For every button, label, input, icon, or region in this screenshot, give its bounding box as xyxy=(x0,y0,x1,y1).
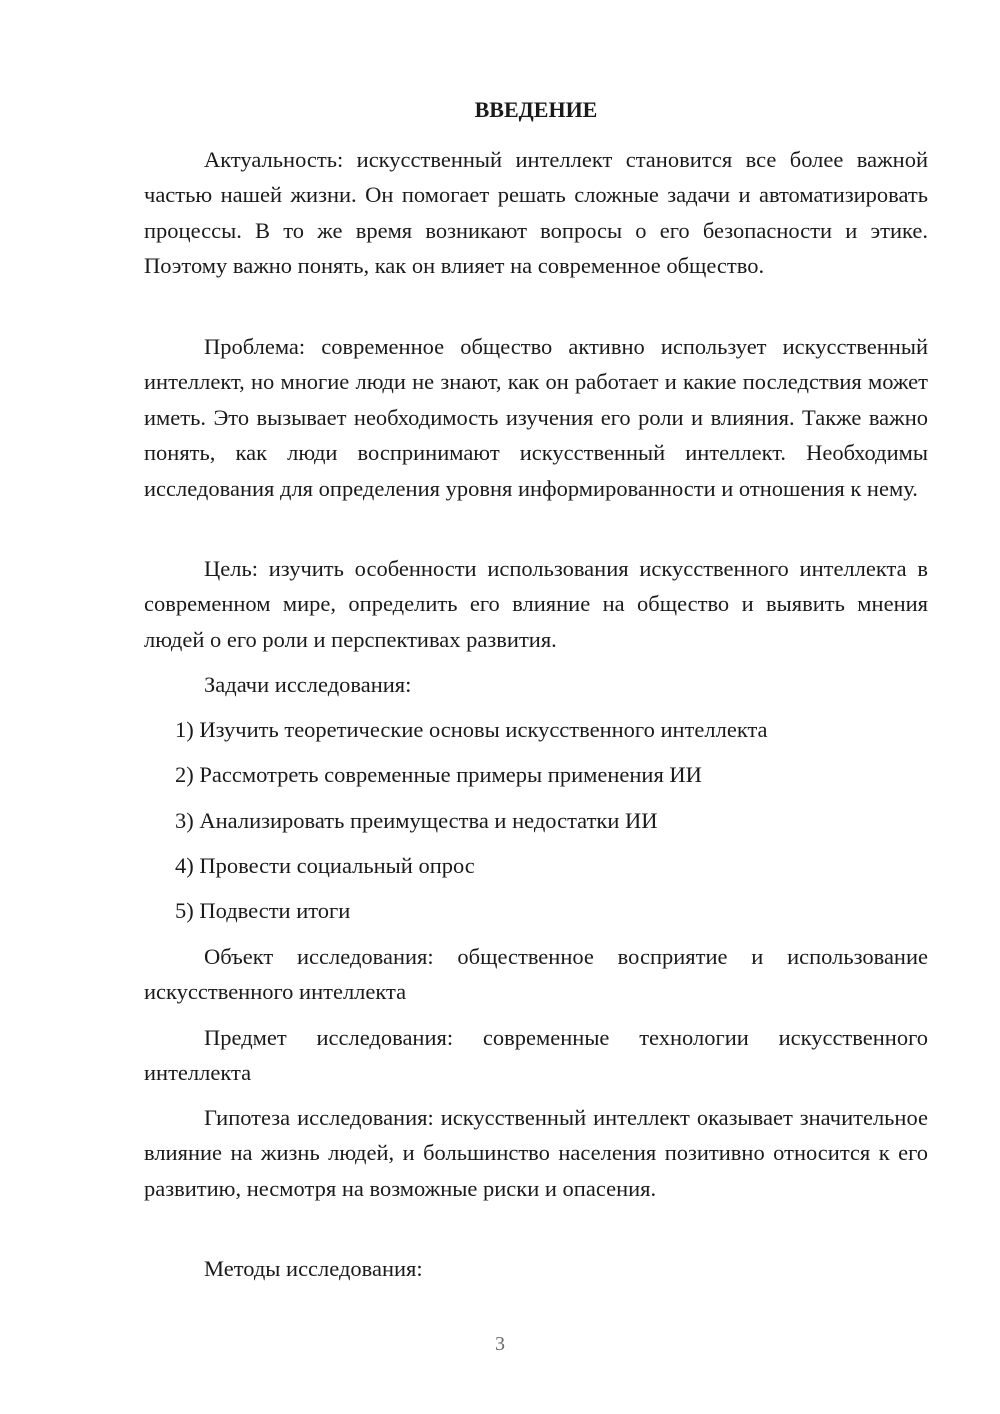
paragraph-problem: Проблема: современное общество активно использует искусственный интеллект, но многие люди не знают, как он работает и какие последствия может иметь. Это вызывает необходимость изучения его роли и влияния. Также важно понять, как люди воспринимают искусственный интеллект. Необходимы исследования для определения уровня информированности и отношения к нему. xyxy=(144,334,928,501)
paragraph-goal: Цель: изучить особенности использования искусственного интеллекта в современном мире, определить его влияние на общество и выявить мнения людей о его роли и перспективах развития. xyxy=(144,556,928,652)
list-item: 5) Подвести итоги xyxy=(175,898,351,923)
list-item: 1) Изучить теоретические основы искусственного интеллекта xyxy=(175,717,768,742)
tasks-heading: Задачи исследования: xyxy=(204,672,412,697)
page-title: ВВЕДЕНИЕ xyxy=(474,97,598,122)
paragraph-object: Объект исследования: общественное восприятие и использование искусственного интеллекта xyxy=(144,944,928,1005)
paragraph-hypothesis: Гипотеза исследования: искусственный интеллект оказывает значительное влияние на жизнь людей, и большинство населения позитивно относится к его развитию, несмотря на возможные риски и опасения. xyxy=(144,1105,928,1201)
list-item: 2) Рассмотреть современные примеры применения ИИ xyxy=(175,762,702,787)
paragraph-relevance: Актуальность: искусственный интеллект становится все более важной частью нашей жизни. Он помогает решать сложные задачи и автоматизировать процессы. В то же время возникают вопросы о его безопасности и этике. Поэтому важно понять, как он влияет на современное общество. xyxy=(144,147,928,279)
list-item: 3) Анализировать преимущества и недостатки ИИ xyxy=(175,808,658,833)
paragraph-subject: Предмет исследования: современные технологии искусственного интеллекта xyxy=(144,1025,928,1086)
page-number: 3 xyxy=(495,1333,505,1355)
list-item: 4) Провести социальный опрос xyxy=(175,853,475,878)
methods-heading: Методы исследования: xyxy=(204,1256,423,1281)
